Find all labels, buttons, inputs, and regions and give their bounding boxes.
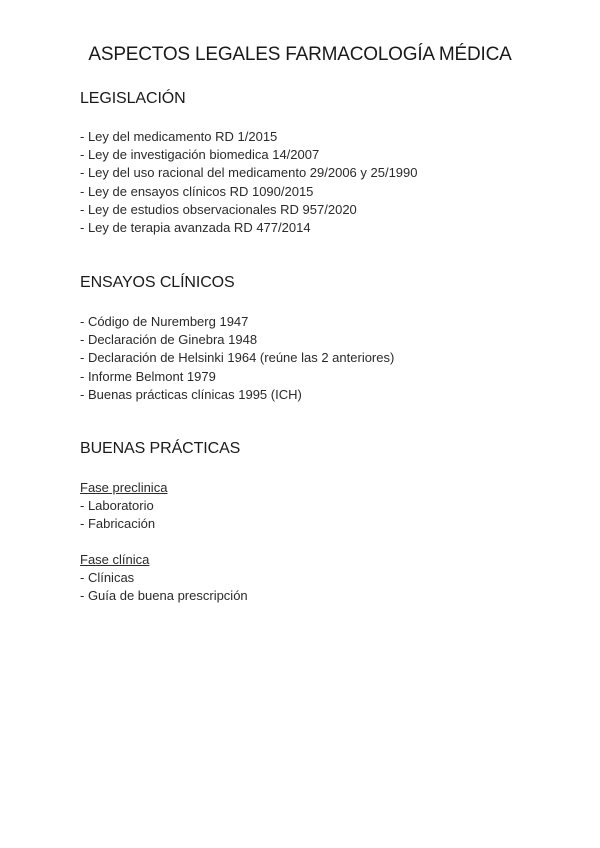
list-item: - Ley del uso racional del medicamento 29/2006 y 25/1990 xyxy=(80,165,418,181)
list-item: - Ley de terapia avanzada RD 477/2014 xyxy=(80,220,311,236)
list-item: - Declaración de Ginebra 1948 xyxy=(80,332,258,348)
document-title: ASPECTOS LEGALES FARMACOLOGÍA MÉDICA xyxy=(88,44,512,65)
preclinica-list xyxy=(80,497,155,533)
list-item: - Código de Nuremberg 1947 xyxy=(80,314,249,329)
list-item: - Buenas prácticas clínicas 1995 (ICH) xyxy=(80,386,302,402)
section-heading-buenas-practicas: BUENAS PRÁCTICAS xyxy=(80,440,241,457)
list-item: - Ley de estudios observacionales RD 957/2020 xyxy=(80,201,357,217)
clinica-list xyxy=(80,569,248,605)
section-heading-ensayos: ENSAYOS CLÍNICOS xyxy=(80,274,235,291)
list-item: - Clínicas xyxy=(80,570,135,585)
list-item: - Laboratorio xyxy=(80,498,154,513)
list-item: - Ley de investigación biomedica 14/2007 xyxy=(80,147,320,163)
section-heading-legislacion: LEGISLACIÓN xyxy=(80,90,186,107)
list-item: - Ley del medicamento RD 1/2015 xyxy=(80,129,278,144)
list-item: - Informe Belmont 1979 xyxy=(80,368,216,384)
list-item: - Guía de buena prescripción xyxy=(80,588,248,604)
legislacion-list xyxy=(80,128,418,237)
ensayos-list xyxy=(80,313,394,404)
list-item: - Ley de ensayos clínicos RD 1090/2015 xyxy=(80,183,314,199)
subheading-fase-preclinica: Fase preclinica xyxy=(80,480,168,495)
subheading-fase-clinica: Fase clínica xyxy=(80,552,150,567)
list-item: - Fabricación xyxy=(80,516,156,532)
list-item: - Declaración de Helsinki 1964 (reúne las 2 anteriores) xyxy=(80,350,395,366)
